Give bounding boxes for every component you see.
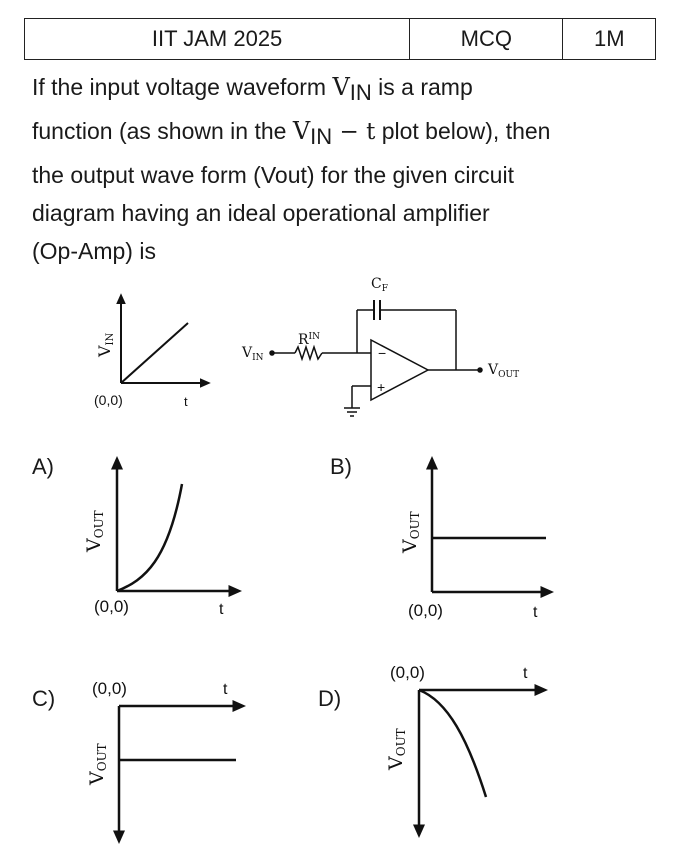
option-d-origin: (0,0) (390, 663, 425, 682)
question-line-3: the output wave form (Vout) for the given circuit (32, 162, 514, 188)
input-origin-label: (0,0) (94, 392, 123, 408)
option-a-curve (117, 484, 182, 591)
option-d-plot[interactable] (419, 690, 542, 832)
question-line-2: function (as shown in the $V_{IN} - t$ plot below), then (32, 117, 551, 149)
option-c-y-label: VOUT (86, 743, 109, 785)
vin-symbol: $V_{IN}$ (332, 73, 372, 105)
option-d-y-label: VOUT (385, 728, 408, 770)
option-a-y-label: VOUT (83, 510, 106, 552)
question-line-1: If the input voltage waveform $V_{IN}$ is a ramp (32, 73, 473, 105)
option-c-t-label: t (223, 681, 228, 698)
option-c-plot[interactable] (119, 706, 240, 838)
option-b-t-label: t (533, 604, 538, 621)
option-c-label[interactable]: C) (32, 686, 56, 711)
option-d-t-label: t (523, 665, 528, 682)
res-label: $R^{IN}$ (298, 332, 320, 348)
question-type-cell: MCQ (410, 19, 563, 60)
option-c-origin: (0,0) (92, 679, 127, 698)
option-b-origin: (0,0) (408, 601, 443, 620)
input-ramp-plot (121, 298, 206, 383)
option-d-curve (419, 690, 486, 797)
marks-cell: 1M (563, 19, 656, 60)
input-t-label: t (184, 394, 188, 409)
vin-terminal-label: $V_{IN}$ (242, 345, 264, 363)
vin-symbol: $V_{IN}$ (292, 117, 333, 149)
inverting-sign: − (378, 345, 387, 361)
option-a-label[interactable]: A) (32, 454, 54, 479)
option-a-plot[interactable] (117, 462, 236, 591)
question-line-4: diagram having an ideal operational amplifier (32, 200, 490, 226)
question-line-5: (Op-Amp) is (32, 238, 156, 264)
resistor-rin (295, 347, 322, 359)
op-amp-circuit (270, 300, 482, 416)
option-b-label[interactable]: B) (330, 454, 352, 479)
option-b-y-label: VOUT (399, 511, 422, 553)
input-y-label: VIN (95, 332, 116, 357)
option-d-label[interactable]: D) (318, 686, 342, 711)
output-terminal (478, 368, 482, 372)
noninverting-sign: + (377, 379, 386, 395)
vout-terminal-label: $V_{OUT}$ (488, 362, 520, 380)
ramp-line (121, 323, 188, 383)
option-a-t-label: t (219, 601, 224, 618)
exam-cell: IIT JAM 2025 (25, 19, 410, 60)
option-a-origin: (0,0) (94, 597, 129, 616)
option-b-plot[interactable] (432, 462, 548, 592)
cap-label: $C_F$ (371, 276, 388, 294)
